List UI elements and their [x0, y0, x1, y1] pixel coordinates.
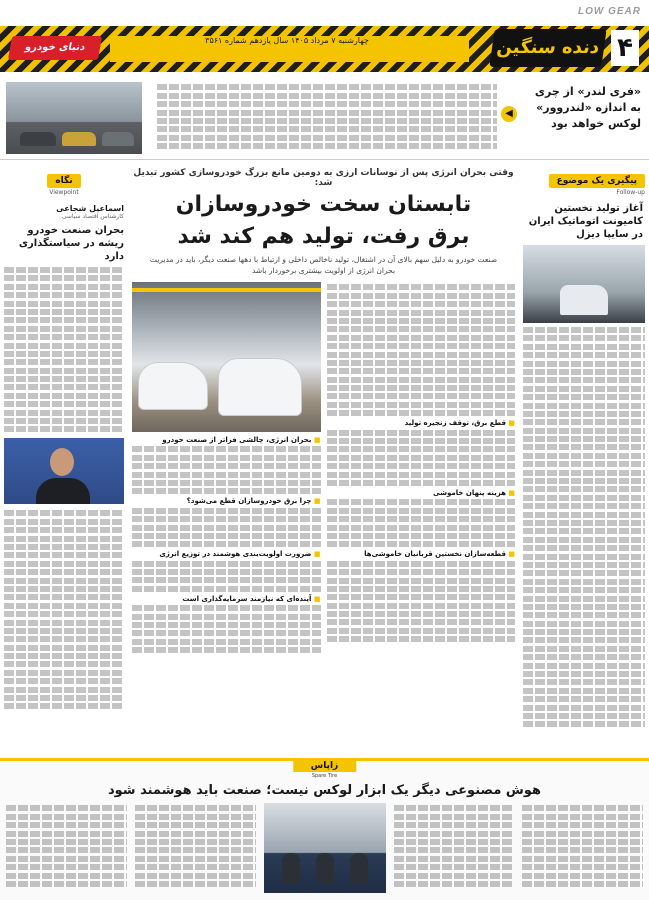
- right-column: [523, 168, 645, 752]
- spare-tire-columns: [6, 803, 643, 894]
- top-news-row: [0, 78, 649, 160]
- issue-info: چهارشنبه ۷ مرداد ۱۴۰۵ سال یازدهم شماره ۳۵۶۱: [205, 36, 369, 45]
- spare-tire-sublabel: Spare Tire: [311, 773, 338, 779]
- page-number: ۴: [611, 30, 639, 66]
- main-story-column-left: [132, 282, 321, 656]
- main-story-column-right: [327, 282, 516, 656]
- spare-tire-col: [394, 803, 515, 894]
- main-story-columns: [132, 282, 515, 656]
- main-subhead: ■ چرا برق خودروسازان قطع می‌شود؟: [132, 497, 321, 505]
- main-story: [132, 168, 515, 752]
- main-story-kicker: وقتی بحران انرژی پس از نوسانات ارزی به دومین مانع بزرگ خودروسازی کشور تبدیل شد:: [133, 168, 514, 188]
- brand-wordmark: LOW GEAR: [578, 6, 641, 17]
- spare-tire-col: [522, 803, 643, 894]
- arrow-left-icon[interactable]: ◀: [501, 106, 517, 122]
- viewpoint-label-wrap: [4, 168, 124, 196]
- top-news-photo: [6, 82, 142, 154]
- conference-photo: [264, 803, 386, 893]
- speaker-photo: [4, 438, 124, 504]
- viewpoint-body: [4, 267, 124, 432]
- spare-tire-col: [6, 803, 127, 894]
- author-role: کارشناس اقتصاد سیاسی: [61, 213, 124, 220]
- viewpoint-headline[interactable]: بحران صنعت خودرو ریشه در سیاستگذاری دارد: [18, 225, 124, 262]
- main-subhead: ■ ضرورت اولویت‌بندی هوشمند در توزیع انرژی: [132, 550, 321, 558]
- main-subhead: ■ بحران انرژی، چالشی فراتر از صنعت خودرو: [132, 436, 321, 444]
- factory-assembly-photo: [132, 282, 321, 432]
- spare-tire-col: [135, 803, 256, 894]
- follow-up-headline[interactable]: آغاز تولید نخستین کامیونت اتوماتیک ایران در سایپا دیزل: [528, 203, 643, 240]
- author-name: اسماعیل شجاعی: [56, 204, 124, 213]
- follow-up-body: [523, 327, 645, 727]
- section-title: دنده سنگین: [489, 29, 606, 67]
- follow-up-label: پیگیری یک موضوع: [549, 174, 645, 188]
- top-news-headline[interactable]: «فری لندر» از چری به اندازه «لندروور» لوکس خواهد بود: [534, 85, 641, 130]
- left-column: [4, 168, 124, 752]
- follow-up-sublabel: Follow-up: [616, 189, 645, 196]
- main-subhead: ■ قطعه‌سازان نخستین قربانیان خاموشی‌ها: [327, 550, 516, 558]
- spare-tire-headline[interactable]: هوش مصنوعی دیگر یک ابزار لوکس نیست؛ صنعت باید هوشمند شود: [107, 783, 542, 798]
- main-story-title-1[interactable]: تابستان سخت خودروسازان: [175, 192, 472, 217]
- main-subhead: ■ قطع برق، توقف زنجیره تولید: [327, 419, 516, 427]
- main-story-title-2[interactable]: برق رفت، تولید هم کند شد: [177, 224, 470, 249]
- main-subhead: ■ آینده‌ای که نیازمند سرمایه‌گذاری است: [132, 595, 321, 603]
- viewpoint-sublabel: Viewpoint: [49, 189, 79, 196]
- spare-tire-label: زاپاس: [293, 759, 356, 772]
- follow-up-box: [523, 168, 645, 727]
- viewpoint-body-continued: [4, 510, 124, 709]
- publication-logo: دنیای خودرو: [8, 36, 102, 60]
- main-subhead: ■ هزینه پنهان خاموشی: [327, 489, 516, 497]
- truck-photo: [523, 245, 645, 323]
- top-news-body: [157, 82, 497, 152]
- spare-tire-section: [0, 758, 649, 900]
- main-story-lead: صنعت خودرو به دلیل سهم بالای آن در اشتغال، تولید ناخالص داخلی و ارتباط با دهها صنعت دیگر، باید در مدیریت بحران انرژی از اولویت بیشتری برخوردار باشد: [149, 255, 498, 275]
- viewpoint-label: نگاه: [47, 174, 80, 188]
